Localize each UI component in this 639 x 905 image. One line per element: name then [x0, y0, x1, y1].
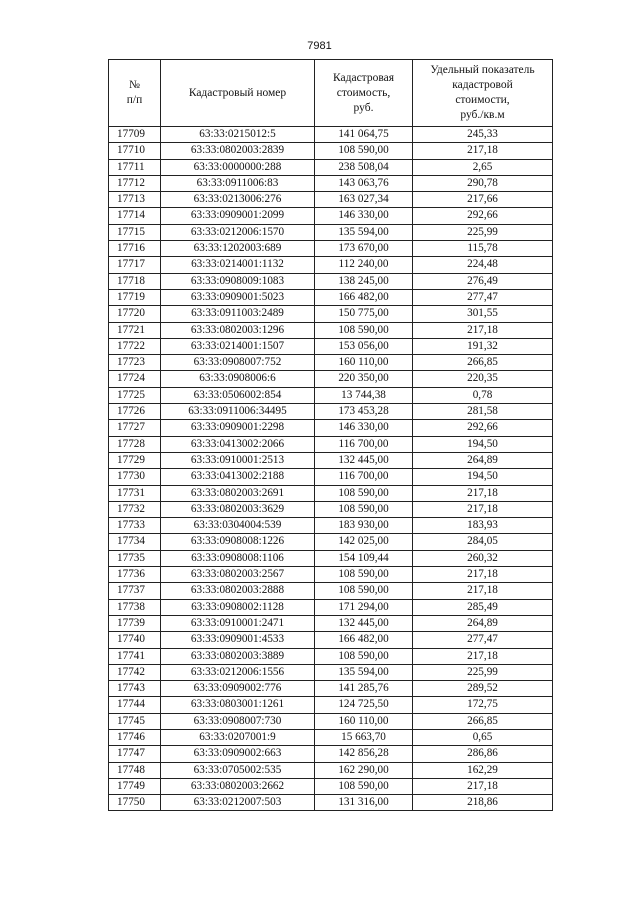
table-row [109, 713, 553, 729]
header-cadastral-value: Кадастровая стоимость, руб. [315, 60, 413, 127]
cadastral-value-cell: 150 775,00 [315, 306, 413, 322]
table-row [109, 681, 553, 697]
specific-value-cell: 245,33 [413, 127, 553, 143]
specific-value-cell: 285,49 [413, 599, 553, 615]
row-index-cell: 17737 [109, 583, 161, 599]
header-specific-value: Удельный показатель кадастровой стоимости, руб./кв.м [413, 60, 553, 127]
row-index-cell: 17749 [109, 778, 161, 794]
cadastral-value-cell: 108 590,00 [315, 322, 413, 338]
table-header [109, 60, 553, 127]
specific-value-cell: 225,99 [413, 224, 553, 240]
cadastral-value-cell: 116 700,00 [315, 436, 413, 452]
specific-value-cell: 115,78 [413, 241, 553, 257]
cadastral-value-cell: 160 110,00 [315, 355, 413, 371]
cadastral-value-cell: 108 590,00 [315, 567, 413, 583]
cadastral-number-cell: 63:33:0911006:83 [161, 175, 315, 191]
cadastral-value-cell: 173 453,28 [315, 404, 413, 420]
cadastral-number-cell: 63:33:0909001:4533 [161, 632, 315, 648]
row-index-cell: 17741 [109, 648, 161, 664]
table-row [109, 697, 553, 713]
specific-value-cell: 217,18 [413, 567, 553, 583]
cadastral-number-cell: 63:33:0911006:34495 [161, 404, 315, 420]
table-row [109, 322, 553, 338]
row-index-cell: 17717 [109, 257, 161, 273]
table-row [109, 550, 553, 566]
specific-value-cell: 224,48 [413, 257, 553, 273]
table-row [109, 664, 553, 680]
table-row [109, 159, 553, 175]
table-body [109, 127, 553, 811]
cadastral-number-cell: 63:33:0304004:539 [161, 518, 315, 534]
row-index-cell: 17739 [109, 615, 161, 631]
table-row [109, 387, 553, 403]
cadastral-value-cell: 138 245,00 [315, 273, 413, 289]
cadastral-number-cell: 63:33:0908007:752 [161, 355, 315, 371]
row-index-cell: 17748 [109, 762, 161, 778]
specific-value-cell: 281,58 [413, 404, 553, 420]
specific-value-cell: 264,89 [413, 615, 553, 631]
table-row [109, 192, 553, 208]
specific-value-cell: 277,47 [413, 632, 553, 648]
specific-value-cell: 292,66 [413, 208, 553, 224]
cadastral-value-cell: 124 725,50 [315, 697, 413, 713]
specific-value-cell: 218,86 [413, 795, 553, 811]
row-index-cell: 17731 [109, 485, 161, 501]
row-index-cell: 17738 [109, 599, 161, 615]
cadastral-value-cell: 142 025,00 [315, 534, 413, 550]
table-row [109, 355, 553, 371]
row-index-cell: 17720 [109, 306, 161, 322]
specific-value-cell: 217,18 [413, 583, 553, 599]
table-row [109, 729, 553, 745]
row-index-cell: 17733 [109, 518, 161, 534]
row-index-cell: 17746 [109, 729, 161, 745]
cadastral-value-cell: 154 109,44 [315, 550, 413, 566]
cadastral-number-cell: 63:33:0802003:2567 [161, 567, 315, 583]
row-index-cell: 17724 [109, 371, 161, 387]
row-index-cell: 17742 [109, 664, 161, 680]
table-row [109, 501, 553, 517]
table-row [109, 224, 553, 240]
cadastral-number-cell: 63:33:0909002:663 [161, 746, 315, 762]
row-index-cell: 17718 [109, 273, 161, 289]
header-index: № п/п [109, 60, 161, 127]
row-index-cell: 17725 [109, 387, 161, 403]
row-index-cell: 17740 [109, 632, 161, 648]
table-row [109, 615, 553, 631]
cadastral-number-cell: 63:33:0908009:1083 [161, 273, 315, 289]
cadastral-number-cell: 63:33:0506002:854 [161, 387, 315, 403]
specific-value-cell: 2,65 [413, 159, 553, 175]
specific-value-cell: 0,65 [413, 729, 553, 745]
specific-value-cell: 194,50 [413, 469, 553, 485]
specific-value-cell: 217,18 [413, 501, 553, 517]
header-cadastral-number: Кадастровый номер [161, 60, 315, 127]
page-number: 7981 [307, 40, 332, 52]
specific-value-cell: 276,49 [413, 273, 553, 289]
specific-value-cell: 264,89 [413, 452, 553, 468]
cadastral-number-cell: 63:33:0705002:535 [161, 762, 315, 778]
row-index-cell: 17747 [109, 746, 161, 762]
specific-value-cell: 225,99 [413, 664, 553, 680]
cadastral-value-cell: 146 330,00 [315, 420, 413, 436]
cadastral-value-cell: 166 482,00 [315, 632, 413, 648]
specific-value-cell: 260,32 [413, 550, 553, 566]
specific-value-cell: 172,75 [413, 697, 553, 713]
row-index-cell: 17745 [109, 713, 161, 729]
table-row [109, 795, 553, 811]
cadastral-value-cell: 163 027,34 [315, 192, 413, 208]
specific-value-cell: 0,78 [413, 387, 553, 403]
table-row [109, 306, 553, 322]
header-row [109, 60, 553, 127]
specific-value-cell: 220,35 [413, 371, 553, 387]
cadastral-value-cell: 183 930,00 [315, 518, 413, 534]
cadastral-number-cell: 63:33:1202003:689 [161, 241, 315, 257]
row-index-cell: 17734 [109, 534, 161, 550]
row-index-cell: 17712 [109, 175, 161, 191]
row-index-cell: 17723 [109, 355, 161, 371]
cadastral-value-cell: 108 590,00 [315, 485, 413, 501]
cadastral-value-cell: 131 316,00 [315, 795, 413, 811]
table-row [109, 485, 553, 501]
cadastral-value-cell: 15 663,70 [315, 729, 413, 745]
cadastral-number-cell: 63:33:0910001:2513 [161, 452, 315, 468]
cadastral-value-table [108, 59, 553, 811]
table-row [109, 599, 553, 615]
cadastral-value-cell: 153 056,00 [315, 338, 413, 354]
cadastral-number-cell: 63:33:0214001:1132 [161, 257, 315, 273]
cadastral-number-cell: 63:33:0911003:2489 [161, 306, 315, 322]
cadastral-number-cell: 63:33:0213006:276 [161, 192, 315, 208]
row-index-cell: 17719 [109, 289, 161, 305]
row-index-cell: 17722 [109, 338, 161, 354]
table-row [109, 436, 553, 452]
row-index-cell: 17743 [109, 681, 161, 697]
row-index-cell: 17729 [109, 452, 161, 468]
cadastral-number-cell: 63:33:0802003:1296 [161, 322, 315, 338]
cadastral-value-cell: 166 482,00 [315, 289, 413, 305]
cadastral-number-cell: 63:33:0909001:2099 [161, 208, 315, 224]
cadastral-value-cell: 141 064,75 [315, 127, 413, 143]
cadastral-number-cell: 63:33:0908008:1226 [161, 534, 315, 550]
cadastral-value-cell: 141 285,76 [315, 681, 413, 697]
cadastral-number-cell: 63:33:0802003:2888 [161, 583, 315, 599]
row-index-cell: 17744 [109, 697, 161, 713]
specific-value-cell: 266,85 [413, 713, 553, 729]
specific-value-cell: 266,85 [413, 355, 553, 371]
row-index-cell: 17711 [109, 159, 161, 175]
specific-value-cell: 183,93 [413, 518, 553, 534]
specific-value-cell: 217,66 [413, 192, 553, 208]
specific-value-cell: 284,05 [413, 534, 553, 550]
row-index-cell: 17721 [109, 322, 161, 338]
cadastral-value-cell: 108 590,00 [315, 143, 413, 159]
table-row [109, 583, 553, 599]
table-row [109, 127, 553, 143]
row-index-cell: 17730 [109, 469, 161, 485]
cadastral-number-cell: 63:33:0908006:6 [161, 371, 315, 387]
table-row [109, 289, 553, 305]
cadastral-value-cell: 13 744,38 [315, 387, 413, 403]
cadastral-value-cell: 112 240,00 [315, 257, 413, 273]
row-index-cell: 17709 [109, 127, 161, 143]
specific-value-cell: 217,18 [413, 778, 553, 794]
row-index-cell: 17715 [109, 224, 161, 240]
cadastral-number-cell: 63:33:0207001:9 [161, 729, 315, 745]
table-row [109, 452, 553, 468]
cadastral-number-cell: 63:33:0909001:5023 [161, 289, 315, 305]
table-row [109, 404, 553, 420]
cadastral-value-cell: 146 330,00 [315, 208, 413, 224]
row-index-cell: 17714 [109, 208, 161, 224]
cadastral-number-cell: 63:33:0802003:2691 [161, 485, 315, 501]
cadastral-number-cell: 63:33:0908008:1106 [161, 550, 315, 566]
cadastral-number-cell: 63:33:0212007:503 [161, 795, 315, 811]
table-row [109, 273, 553, 289]
row-index-cell: 17727 [109, 420, 161, 436]
table-row [109, 338, 553, 354]
cadastral-number-cell: 63:33:0000000:288 [161, 159, 315, 175]
specific-value-cell: 289,52 [413, 681, 553, 697]
table-row [109, 371, 553, 387]
row-index-cell: 17716 [109, 241, 161, 257]
specific-value-cell: 217,18 [413, 648, 553, 664]
table-row [109, 534, 553, 550]
specific-value-cell: 301,55 [413, 306, 553, 322]
cadastral-number-cell: 63:33:0909002:776 [161, 681, 315, 697]
table-row [109, 143, 553, 159]
cadastral-number-cell: 63:33:0908002:1128 [161, 599, 315, 615]
table-row [109, 257, 553, 273]
cadastral-value-cell: 135 594,00 [315, 224, 413, 240]
specific-value-cell: 217,18 [413, 322, 553, 338]
cadastral-value-cell: 135 594,00 [315, 664, 413, 680]
row-index-cell: 17728 [109, 436, 161, 452]
cadastral-value-cell: 143 063,76 [315, 175, 413, 191]
cadastral-value-cell: 108 590,00 [315, 648, 413, 664]
cadastral-value-cell: 160 110,00 [315, 713, 413, 729]
cadastral-number-cell: 63:33:0802003:3629 [161, 501, 315, 517]
row-index-cell: 17713 [109, 192, 161, 208]
table-row [109, 241, 553, 257]
cadastral-value-cell: 171 294,00 [315, 599, 413, 615]
cadastral-value-cell: 162 290,00 [315, 762, 413, 778]
cadastral-value-cell: 132 445,00 [315, 452, 413, 468]
table-row [109, 518, 553, 534]
table-row [109, 175, 553, 191]
cadastral-value-cell: 220 350,00 [315, 371, 413, 387]
cadastral-value-cell: 238 508,04 [315, 159, 413, 175]
cadastral-number-cell: 63:33:0215012:5 [161, 127, 315, 143]
cadastral-number-cell: 63:33:0802003:2662 [161, 778, 315, 794]
cadastral-number-cell: 63:33:0413002:2066 [161, 436, 315, 452]
cadastral-number-cell: 63:33:0803001:1261 [161, 697, 315, 713]
cadastral-value-cell: 116 700,00 [315, 469, 413, 485]
row-index-cell: 17726 [109, 404, 161, 420]
cadastral-number-cell: 63:33:0214001:1507 [161, 338, 315, 354]
row-index-cell: 17732 [109, 501, 161, 517]
cadastral-number-cell: 63:33:0212006:1556 [161, 664, 315, 680]
table-row [109, 762, 553, 778]
row-index-cell: 17735 [109, 550, 161, 566]
cadastral-value-cell: 132 445,00 [315, 615, 413, 631]
cadastral-number-cell: 63:33:0413002:2188 [161, 469, 315, 485]
row-index-cell: 17710 [109, 143, 161, 159]
table-row [109, 469, 553, 485]
specific-value-cell: 292,66 [413, 420, 553, 436]
specific-value-cell: 286,86 [413, 746, 553, 762]
specific-value-cell: 217,18 [413, 143, 553, 159]
cadastral-number-cell: 63:33:0212006:1570 [161, 224, 315, 240]
cadastral-number-cell: 63:33:0802003:2839 [161, 143, 315, 159]
row-index-cell: 17750 [109, 795, 161, 811]
specific-value-cell: 277,47 [413, 289, 553, 305]
cadastral-value-cell: 108 590,00 [315, 778, 413, 794]
cadastral-value-cell: 108 590,00 [315, 501, 413, 517]
table-row [109, 567, 553, 583]
cadastral-number-cell: 63:33:0910001:2471 [161, 615, 315, 631]
specific-value-cell: 194,50 [413, 436, 553, 452]
cadastral-number-cell: 63:33:0909001:2298 [161, 420, 315, 436]
cadastral-value-cell: 108 590,00 [315, 583, 413, 599]
table-row [109, 632, 553, 648]
table-row [109, 778, 553, 794]
table-row [109, 420, 553, 436]
row-index-cell: 17736 [109, 567, 161, 583]
table-row [109, 208, 553, 224]
cadastral-value-cell: 142 856,28 [315, 746, 413, 762]
specific-value-cell: 290,78 [413, 175, 553, 191]
table-row [109, 648, 553, 664]
cadastral-number-cell: 63:33:0908007:730 [161, 713, 315, 729]
cadastral-value-cell: 173 670,00 [315, 241, 413, 257]
specific-value-cell: 191,32 [413, 338, 553, 354]
specific-value-cell: 162,29 [413, 762, 553, 778]
table-row [109, 746, 553, 762]
specific-value-cell: 217,18 [413, 485, 553, 501]
cadastral-number-cell: 63:33:0802003:3889 [161, 648, 315, 664]
